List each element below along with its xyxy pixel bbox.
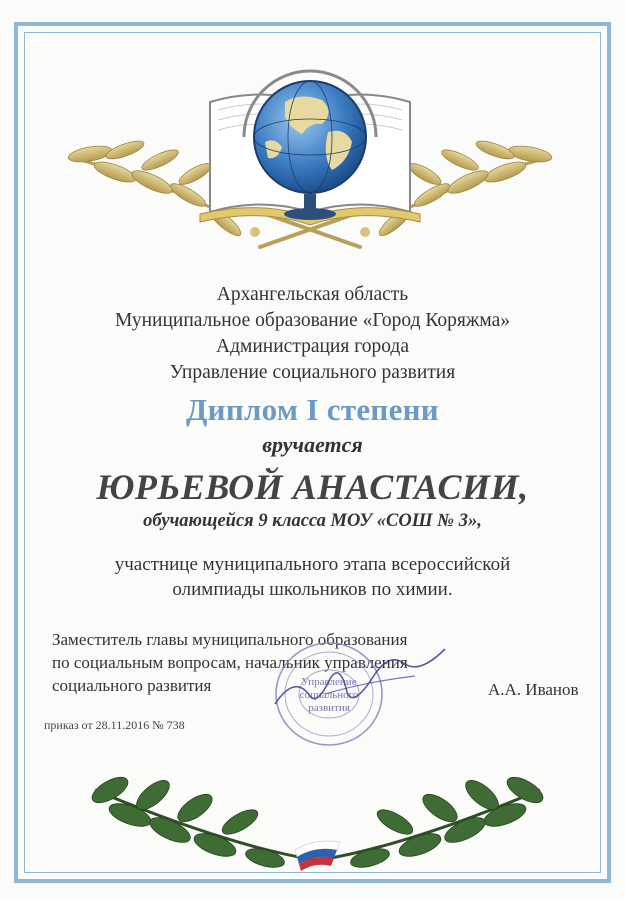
stamp-text-line-3: развития <box>308 702 350 714</box>
participation-text <box>0 552 625 602</box>
issuing-organization <box>0 282 625 386</box>
region-line: Архангельская область <box>216 284 409 305</box>
stamp-text-line-2: социального <box>299 689 359 701</box>
presented-to-label: вручается <box>262 432 363 457</box>
tricolor-ribbon-icon <box>295 841 340 871</box>
department-line: Управление социального развития <box>169 362 456 383</box>
position-line-3: социального развития <box>52 676 212 695</box>
municipality-line: Муниципальное образование «Город Коряжма» <box>115 310 510 331</box>
order-reference: приказ от 28.11.2016 № 738 <box>44 718 185 732</box>
signatory-name: А.А. Иванов <box>488 680 579 699</box>
stamp-text-line-1: Управление <box>301 676 357 688</box>
handwritten-signature <box>255 634 455 724</box>
position-line-1: Заместитель главы муниципального образования <box>52 630 408 649</box>
recipient-name: ЮРЬЕВОЙ АНАСТАСИИ, <box>96 467 529 507</box>
position-line-2: по социальным вопросам, начальник управления <box>52 653 408 672</box>
participation-line-2: олимпиады школьников по химии. <box>172 579 453 600</box>
book-globe-emblem <box>60 62 560 262</box>
diploma-title: Диплом I степени <box>186 392 439 427</box>
participation-line-1: участнице муниципального этапа всероссийской <box>114 554 511 575</box>
administration-line: Администрация города <box>216 336 409 357</box>
student-info: обучающейся 9 класса МОУ «СОШ № 3», <box>143 511 482 531</box>
laurel-branches-icon <box>75 750 560 880</box>
